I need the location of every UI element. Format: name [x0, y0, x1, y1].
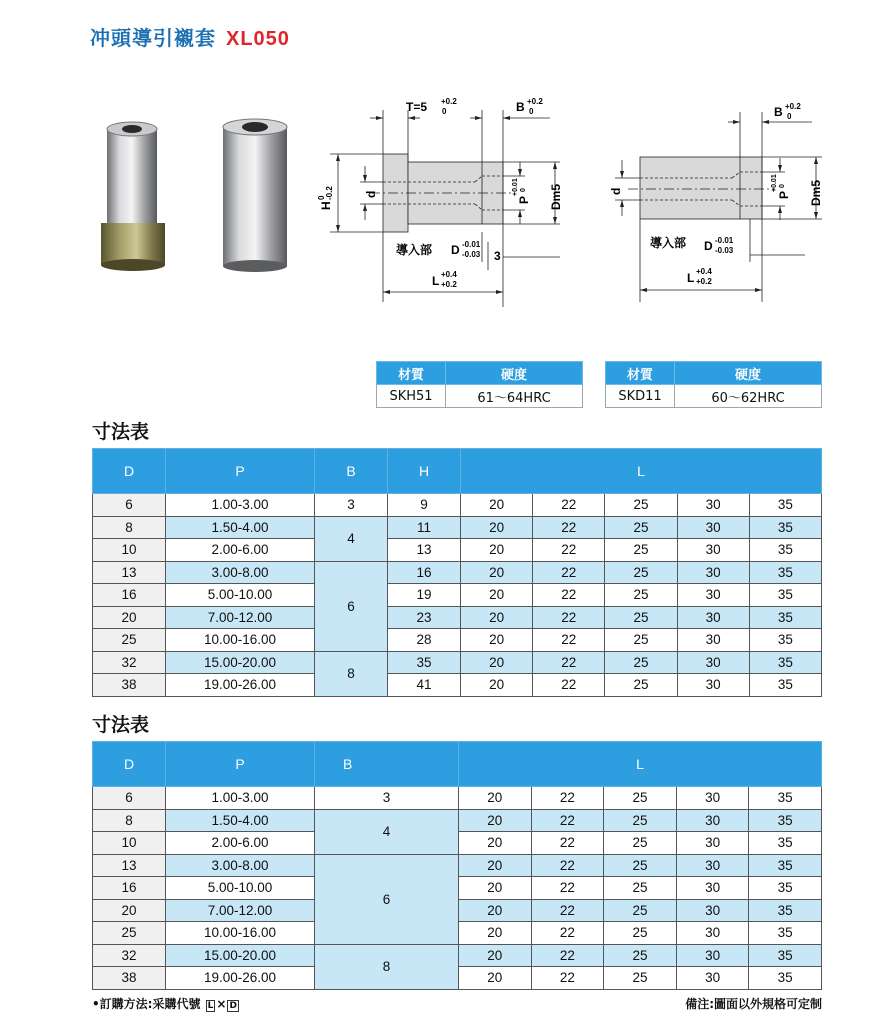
- svg-text:-0.2: -0.2: [325, 186, 334, 200]
- dimension-table-2: [92, 741, 822, 990]
- t-dim-label: T=5: [406, 100, 428, 114]
- col-header-h: H: [388, 449, 461, 494]
- hardness-header: 硬度: [446, 362, 583, 385]
- col-header-p: P: [166, 742, 315, 787]
- product-photo: [95, 118, 310, 278]
- title-code: XL050: [226, 28, 290, 50]
- table-row: 25 10.00-16.00 28 20 22 25 30 35: [93, 629, 822, 652]
- svg-text:0: 0: [520, 188, 527, 192]
- guide-part-label: 導入部: [396, 243, 433, 257]
- svg-text:+0.01: +0.01: [512, 178, 519, 196]
- section-title-1: 寸法表: [92, 421, 150, 443]
- table-row: 8 1.50-4.00 4 11 20 22 25 30 35: [93, 516, 822, 539]
- svg-text:-0.03: -0.03: [715, 246, 734, 255]
- code-box-d: D: [229, 1001, 237, 1011]
- table-row: 32 15.00-20.00 8 20 22 25 30 35: [93, 944, 822, 967]
- svg-text:0: 0: [529, 107, 534, 116]
- dimension-table-1: [92, 448, 822, 697]
- guide-part-label-2: 導入部: [650, 236, 687, 250]
- col-header-l: L: [461, 449, 822, 494]
- hardness-value: 61～64HRC: [446, 385, 583, 408]
- table-row: 13 3.00-8.00 6 20 22 25 30 35: [93, 854, 822, 877]
- d-small-label-2: d: [609, 187, 623, 195]
- code-box-l: L: [207, 1001, 214, 1011]
- table-row: 13 3.00-8.00 6 16 20 22 25 30 35: [93, 561, 822, 584]
- big-d-label-2: D: [704, 239, 713, 253]
- svg-text:0: 0: [442, 107, 447, 116]
- material-header: 材質: [606, 362, 675, 385]
- l-dim-label: L: [432, 274, 440, 288]
- b-dim-label: B: [516, 100, 525, 114]
- material-value: SKH51: [377, 385, 446, 408]
- table-row: 25 10.00-16.00 20 22 25 30 35: [93, 922, 822, 945]
- order-method: •訂購方法:采購代號 L × D: [92, 997, 237, 1011]
- dm5-label-2: Dm5: [809, 179, 823, 206]
- h-dim-label: H: [319, 201, 333, 210]
- svg-text:-0.01: -0.01: [462, 240, 481, 249]
- svg-text:0: 0: [317, 195, 326, 200]
- col-header-d: D: [93, 742, 166, 787]
- material-table-1: [376, 361, 583, 408]
- col-header-b: B: [315, 449, 388, 494]
- big-d-label: D: [451, 243, 460, 257]
- table-row: 10 2.00-6.00 20 22 25 30 35: [93, 832, 822, 855]
- hardness-header: 硬度: [675, 362, 822, 385]
- table-row: 20 7.00-12.00 23 20 22 25 30 35: [93, 606, 822, 629]
- table-row: 6 1.00-3.00 3 9 20 22 25 30 35: [93, 494, 822, 517]
- section-title-2: 寸法表: [92, 714, 150, 736]
- drawing-straight: [590, 92, 860, 312]
- page-title: [90, 22, 290, 51]
- svg-text:+0.01: +0.01: [771, 174, 778, 192]
- table-row: 38 19.00-26.00 41 20 22 25 30 35: [93, 674, 822, 697]
- col-header-b: B: [315, 742, 459, 787]
- col-header-l: L: [459, 742, 822, 787]
- d-small-label: d: [364, 190, 378, 198]
- material-header: 材質: [377, 362, 446, 385]
- table-row: 20 7.00-12.00 20 22 25 30 35: [93, 899, 822, 922]
- svg-text:+0.2: +0.2: [696, 277, 712, 286]
- col-header-d: D: [93, 449, 166, 494]
- svg-text:0: 0: [779, 184, 786, 188]
- material-value: SKD11: [606, 385, 675, 408]
- l-dim-label-2: L: [687, 271, 695, 285]
- svg-text:+0.4: +0.4: [696, 267, 712, 276]
- svg-text:+0.2: +0.2: [441, 280, 457, 289]
- table-row: 16 5.00-10.00 20 22 25 30 35: [93, 877, 822, 900]
- title-name: 冲頭導引襯套: [90, 26, 216, 50]
- svg-text:0: 0: [787, 112, 792, 121]
- drawing-headed: [310, 92, 570, 327]
- footer-note: 備注:圖面以外規格可定制: [685, 997, 822, 1011]
- p-dim-label-2: P: [777, 190, 791, 199]
- svg-text:-0.03: -0.03: [462, 250, 481, 259]
- svg-text:+0.4: +0.4: [441, 270, 457, 279]
- svg-text:+0.2: +0.2: [441, 97, 457, 106]
- three-label: 3: [494, 249, 501, 263]
- svg-text:+0.2: +0.2: [785, 102, 801, 111]
- table-row: 6 1.00-3.00 3 20 22 25 30 35: [93, 787, 822, 810]
- table-row: 16 5.00-10.00 19 20 22 25 30 35: [93, 584, 822, 607]
- b-dim-label-2: B: [774, 105, 783, 119]
- table-row: 32 15.00-20.00 8 35 20 22 25 30 35: [93, 651, 822, 674]
- table-row: 38 19.00-26.00 20 22 25 30 35: [93, 967, 822, 990]
- svg-text:+0.2: +0.2: [527, 97, 543, 106]
- table-row: 8 1.50-4.00 4 20 22 25 30 35: [93, 809, 822, 832]
- col-header-p: P: [166, 449, 315, 494]
- p-dim-label: P: [517, 195, 531, 204]
- dm5-label: Dm5: [549, 183, 563, 210]
- table-row: 10 2.00-6.00 13 20 22 25 30 35: [93, 539, 822, 562]
- hardness-value: 60～62HRC: [675, 385, 822, 408]
- material-table-2: [605, 361, 822, 408]
- svg-text:-0.01: -0.01: [715, 236, 734, 245]
